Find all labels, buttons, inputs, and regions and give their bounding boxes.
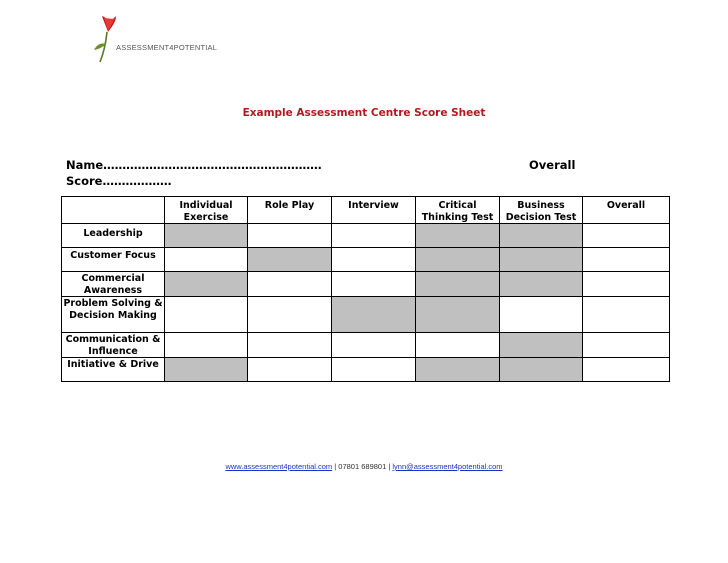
column-header: Interview — [332, 197, 416, 224]
page-title: Example Assessment Centre Score Sheet — [242, 107, 486, 119]
row-label: Leadership — [62, 224, 165, 248]
shaded-score-cell — [416, 272, 500, 297]
score-cell[interactable] — [500, 297, 583, 333]
row-label: Communication & Influence — [62, 333, 165, 358]
table-row — [62, 333, 670, 358]
phone-text: | 07801 689801 | — [332, 462, 393, 471]
score-cell[interactable] — [248, 333, 332, 358]
row-label: Initiative & Drive — [62, 358, 165, 382]
score-table — [61, 196, 670, 382]
score-cell[interactable] — [583, 272, 670, 297]
email-link[interactable]: lynn@assessment4potential.com — [392, 462, 503, 471]
score-cell[interactable] — [583, 248, 670, 272]
table-row — [62, 297, 670, 333]
shaded-score-cell — [416, 358, 500, 382]
shaded-score-cell — [500, 248, 583, 272]
shaded-score-cell — [500, 358, 583, 382]
shaded-score-cell — [165, 224, 248, 248]
score-cell[interactable] — [248, 297, 332, 333]
name-field: Name………………………………………………… — [66, 158, 322, 172]
score-cell[interactable] — [583, 358, 670, 382]
shaded-score-cell — [165, 272, 248, 297]
score-cell[interactable] — [165, 248, 248, 272]
shaded-score-cell — [500, 333, 583, 358]
column-header: Role Play — [248, 197, 332, 224]
score-cell[interactable] — [332, 248, 416, 272]
column-header: Overall — [583, 197, 670, 224]
footer — [0, 462, 728, 471]
score-field: Score……………… — [66, 174, 172, 188]
logo-text: ASSESSMENT4POTENTIAL — [116, 43, 218, 52]
score-cell[interactable] — [583, 333, 670, 358]
row-label: Commercial Awareness — [62, 272, 165, 297]
score-cell[interactable] — [165, 297, 248, 333]
table-row — [62, 224, 670, 248]
score-cell[interactable] — [248, 224, 332, 248]
score-cell[interactable] — [583, 297, 670, 333]
score-cell[interactable] — [332, 358, 416, 382]
row-label: Problem Solving & Decision Making — [62, 297, 165, 333]
shaded-score-cell — [248, 248, 332, 272]
table-row — [62, 358, 670, 382]
row-label: Customer Focus — [62, 248, 165, 272]
column-header: Individual Exercise — [165, 197, 248, 224]
shaded-score-cell — [332, 297, 416, 333]
score-cell[interactable] — [332, 272, 416, 297]
score-cell[interactable] — [416, 333, 500, 358]
header-row — [62, 197, 670, 224]
score-cell[interactable] — [248, 272, 332, 297]
website-link[interactable]: www.assessment4potential.com — [225, 462, 333, 471]
logo — [92, 12, 218, 64]
overall-label: Overall — [529, 158, 576, 172]
table-row — [62, 272, 670, 297]
score-cell[interactable] — [332, 224, 416, 248]
shaded-score-cell — [416, 248, 500, 272]
shaded-score-cell — [416, 297, 500, 333]
shaded-score-cell — [416, 224, 500, 248]
shaded-score-cell — [500, 224, 583, 248]
table-row — [62, 248, 670, 272]
score-cell[interactable] — [165, 333, 248, 358]
score-cell[interactable] — [248, 358, 332, 382]
column-header: Business Decision Test — [500, 197, 583, 224]
tulip-flower-icon — [92, 12, 132, 64]
score-cell[interactable] — [583, 224, 670, 248]
corner-cell — [62, 197, 165, 224]
score-cell[interactable] — [332, 333, 416, 358]
shaded-score-cell — [500, 272, 583, 297]
shaded-score-cell — [165, 358, 248, 382]
column-header: Critical Thinking Test — [416, 197, 500, 224]
